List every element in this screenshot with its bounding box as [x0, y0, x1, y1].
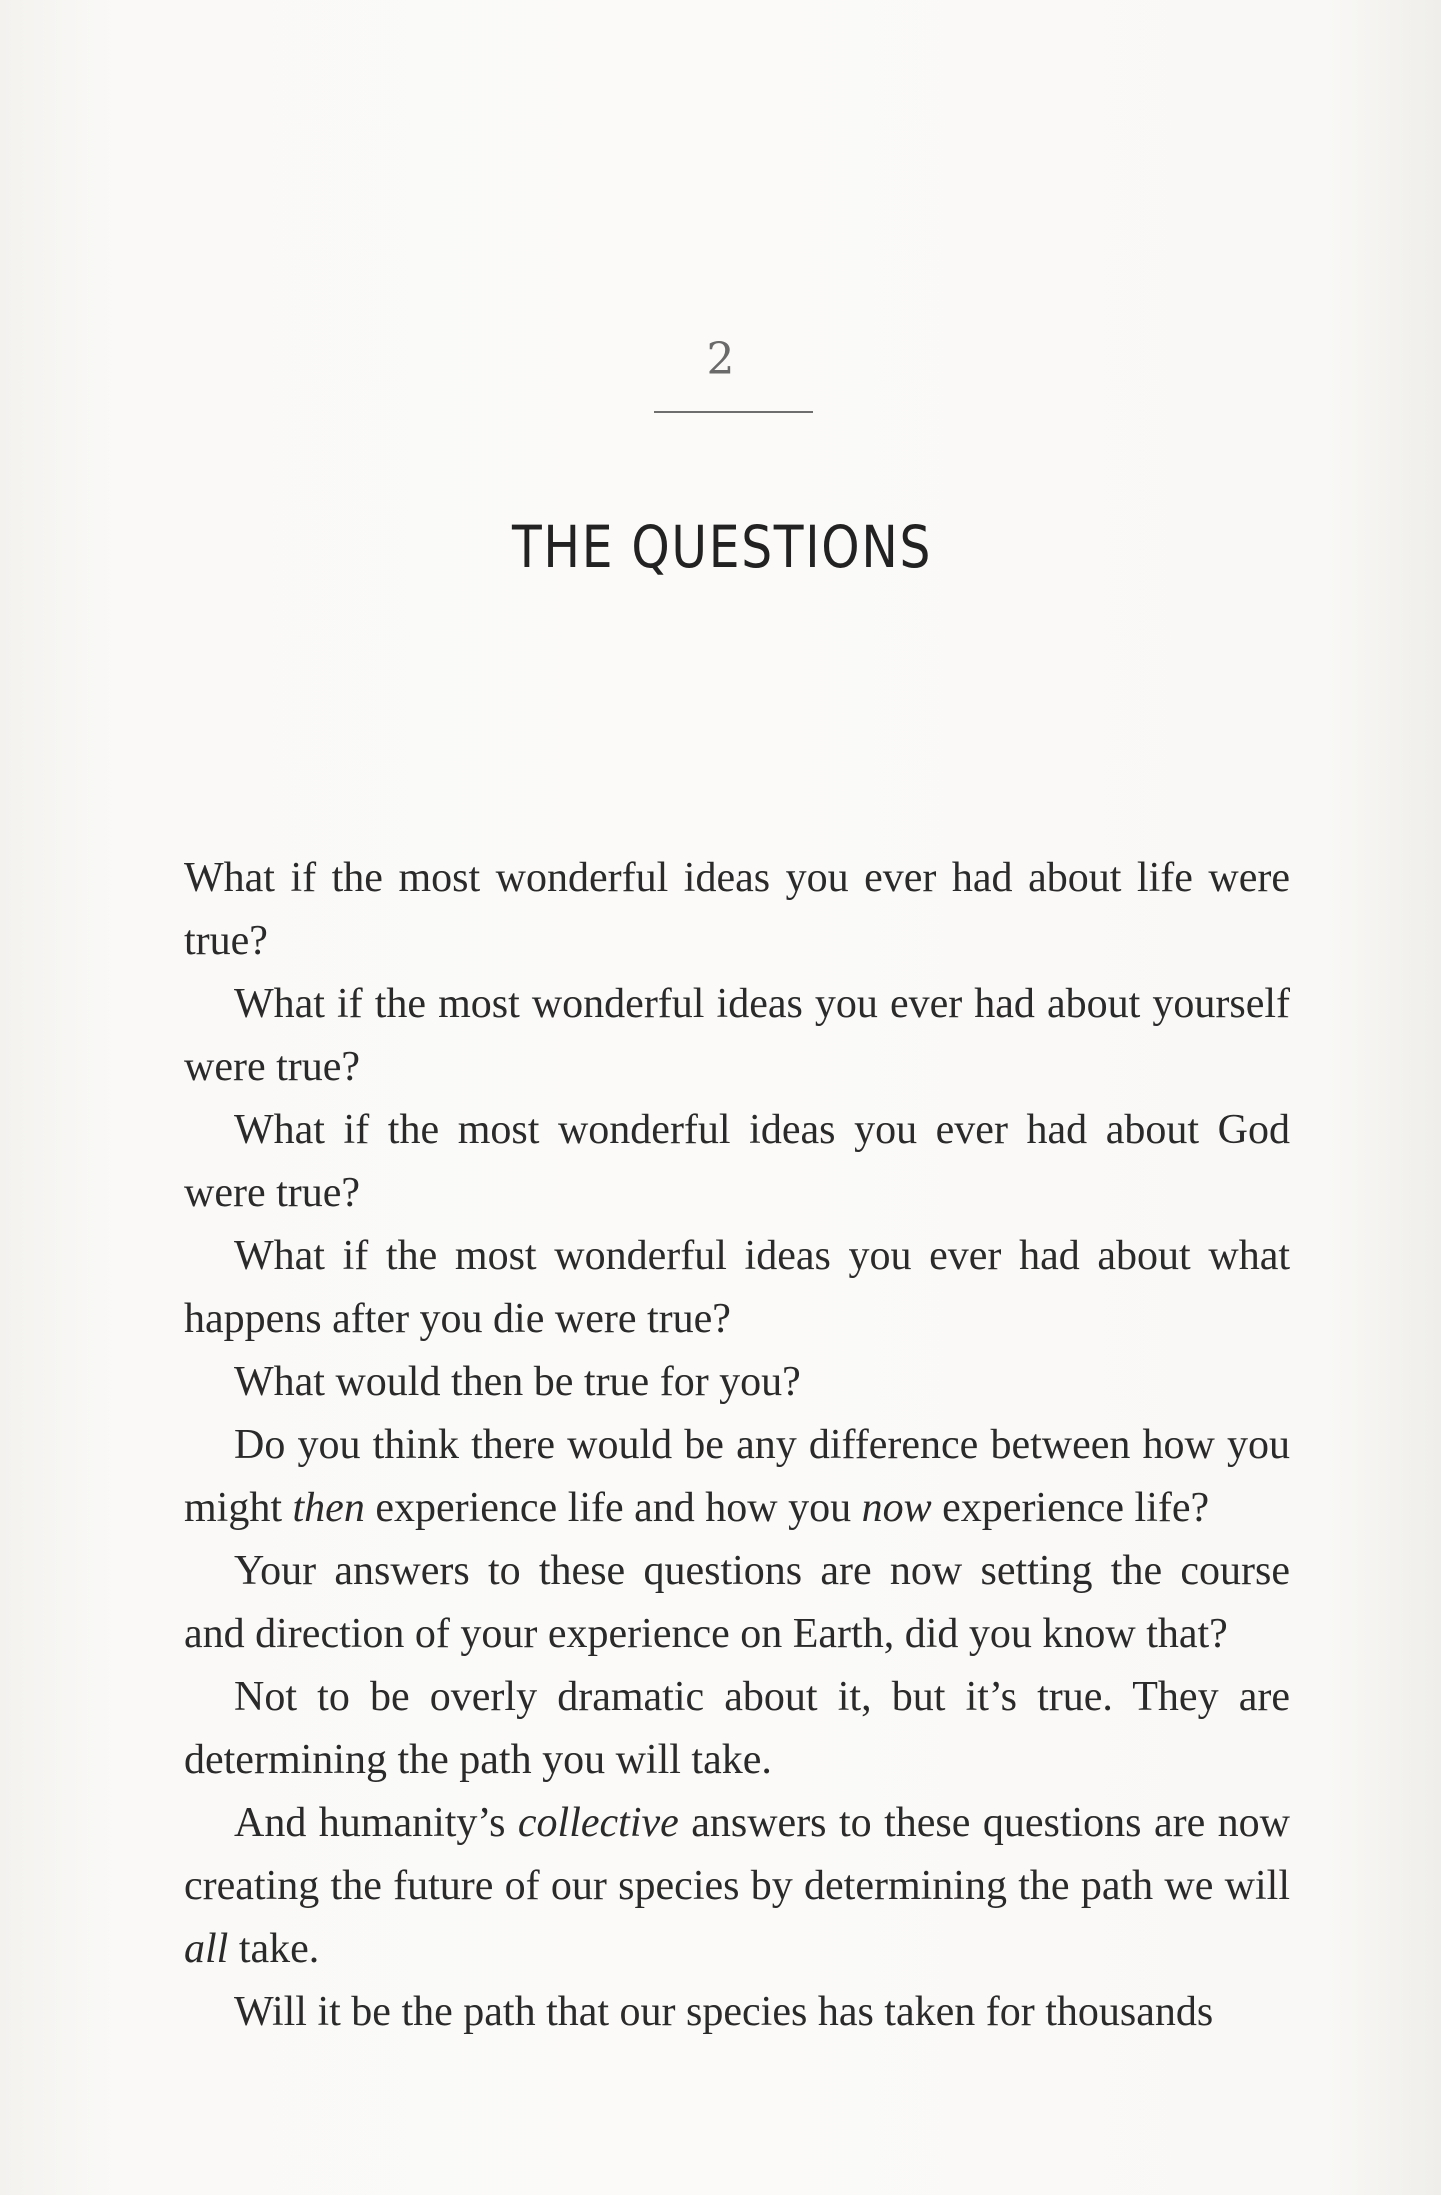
emphasis-collective: collective — [517, 1800, 679, 1846]
paragraph: What if the most wonderful ideas you ever had about life were true? — [184, 855, 1290, 964]
paragraph: What if the most wonderful ideas you ever had about God were true? — [184, 1107, 1290, 1216]
chapter-rule-divider — [654, 411, 813, 413]
paragraph-text: experience life? — [931, 1485, 1210, 1531]
paragraph-text: experience life and how you — [364, 1485, 862, 1531]
chapter-body — [184, 847, 1290, 2044]
paragraph-text: take. — [228, 1926, 320, 1972]
chapter-number: 2 — [706, 334, 735, 385]
chapter-title: THE QUESTIONS — [511, 513, 933, 581]
paragraph: What if the most wonderful ideas you ever had about yourself were true? — [184, 981, 1290, 1090]
emphasis-all: all — [184, 1926, 229, 1972]
paragraph: What would then be true for you? — [234, 1359, 801, 1405]
paragraph — [184, 1792, 1290, 1981]
paragraph — [184, 1414, 1290, 1540]
paragraph: Your answers to these questions are now setting the course and direction of your experience on Earth, did you know that? — [184, 1548, 1290, 1657]
paragraph-text: And humanity’s — [234, 1800, 518, 1846]
paragraph: What if the most wonderful ideas you ever had about what happens after you die were true? — [184, 1233, 1290, 1342]
paragraph: Will it be the path that our species has taken for thousands — [234, 1989, 1214, 2035]
paragraph-text: answers to these questions are now creating the future of our species by determining the path we will — [184, 1800, 1290, 1909]
paragraph: Not to be overly dramatic about it, but it’s true. They are determining the path you will take. — [184, 1674, 1290, 1783]
emphasis-now: now — [861, 1485, 932, 1531]
emphasis-then: then — [292, 1485, 365, 1531]
paragraph-text: Do you think there would be any difference between how you might — [184, 1422, 1290, 1531]
